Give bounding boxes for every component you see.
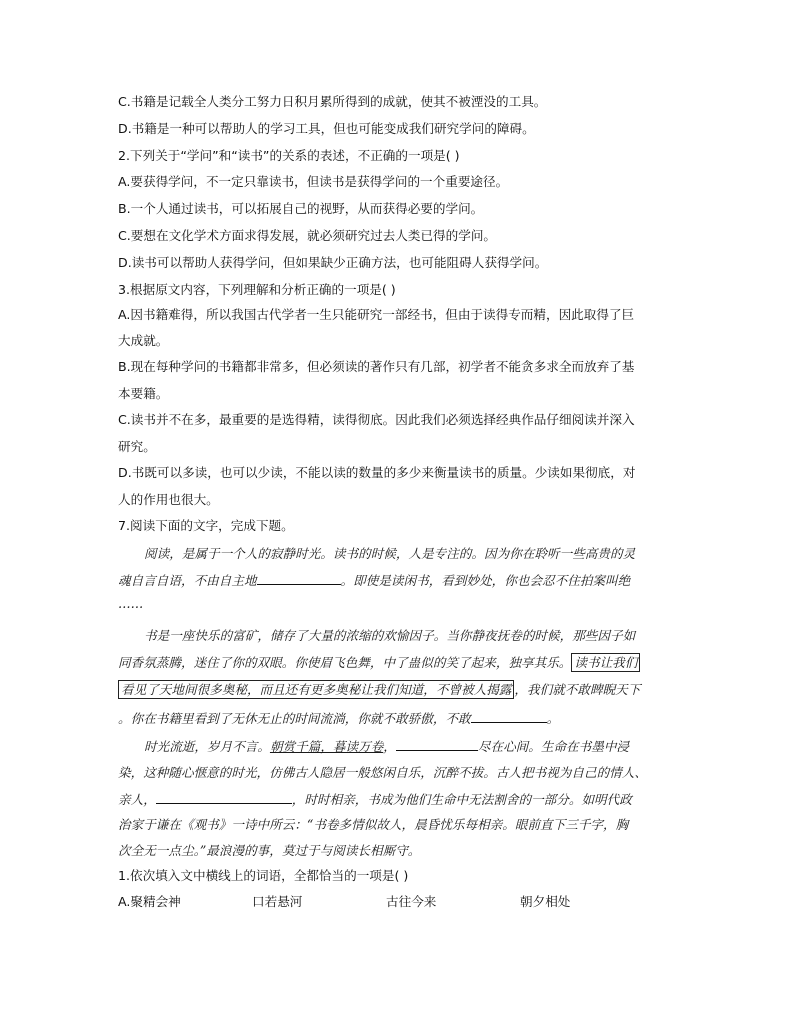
passage-p3-line5: 次全无一点尘。”最浪漫的事，莫过于与阅读长相厮守。 [118,843,421,858]
passage-text: ，我们就不敢睥睨天下 [514,682,641,697]
question-3-option-b-line2: 本要籍。 [118,386,169,401]
passage-p2-line1: 书是一座快乐的富矿，储存了大量的浓缩的欢愉因子。当你静夜抚卷的时候，那些因子如 [144,628,636,643]
question-3-option-b-line1: B.现在每种学问的书籍都非常多，但必须读的著作只有几部，初学者不能贪多求全而放弃了基 [118,359,635,374]
underlined-phrase: 朝赏千篇，暮读万卷 [269,739,384,754]
sub-question-1-stem: 1.依次填入文中横线上的词语，全都恰当的一项是( ) [118,868,409,883]
passage-text: ，时时相亲，书成为他们生命中无法割舍的一部分。如明代政 [291,792,632,807]
question-3-option-a-line2: 大成就。 [118,333,169,348]
passage-p2-line4 [118,710,680,727]
passage-text: 。你在书籍里看到了无休无止的时间流淌，你就不敢骄傲，不敢 [118,711,471,726]
boxed-sentence-part1: 读书让我们 [571,653,640,672]
fill-blank-1 [257,572,341,585]
question-3-option-a-line1: A.因书籍难得，所以我国古代学者一生只能研究一部经书，但由于读得专而精，因此取得了巨 [118,307,635,322]
passage-p2-line2 [118,655,680,671]
passage-text: 亲人， [118,792,156,807]
passage-p2-line3 [118,682,680,698]
option-d-text: D.书籍是一种可以帮助人的学习工具，但也可能变成我们研究学问的障碍。 [118,121,535,136]
passage-p3-line3 [118,791,680,808]
passage-p3-line2: 染，这种随心惬意的时光，仿佛古人隐居一般悠闲自乐，沉醉不拔。古人把书视为自己的情人、 [118,765,647,780]
fill-blank-3 [396,738,478,751]
passage-text: 同香氛蒸腾，迷住了你的双眼。你使眉飞色舞，中了蛊似的笑了起来，独享其乐。 [118,655,572,670]
question-3-option-d-line2: 人的作用也很大。 [118,492,219,507]
passage-text: 魂自言自语，不由自主地 [118,573,257,588]
passage-p3-line1 [118,738,706,755]
passage-p1-line1: 阅读，是属于一个人的寂静时光。读书的时候，人是专注的。因为你在聆听一些高贵的灵 [144,546,636,561]
question-3-stem: 3.根据原文内容，下列理解和分析正确的一项是( ) [118,282,396,297]
question-2-option-d: D.读书可以帮助人获得学问，但如果缺少正确方法，也可能阻碍人获得学问。 [118,255,548,270]
question-2-option-b: B.一个人通过读书，可以拓展自己的视野，从而获得必要的学问。 [118,201,484,216]
passage-p1-line3: …… [118,596,144,611]
boxed-sentence-part2: 看见了天地间很多奥秘，而且还有更多奥秘让我们知道，不曾被人揭露 [118,680,514,699]
passage-text: 。即使是读闲书，看到妙处，你也会忍不住拍案叫绝 [340,573,631,588]
passage-text: 。 [546,711,560,726]
question-2-stem: 2.下列关于“学问”和“读书”的关系的表述，不正确的一项是( ) [118,148,460,163]
passage-text: 尽在心间。生命在书墨中浸 [477,739,629,754]
passage-p3-line4: 治家于谦在《观书》一诗中所云：“书卷多情似故人，晨昏忧乐每相亲。眼前直下三千字，胸 [118,817,629,832]
option-c: 古往今来 [386,894,437,909]
fill-blank-4 [156,791,292,804]
option-d: 朝夕相处 [520,894,571,909]
question-2-option-c: C.要想在文化学术方面求得发展，就必须研究过去人类已得的学问。 [118,228,497,243]
fill-blank-2 [471,710,547,723]
passage-p1-line2 [118,572,680,589]
option-b: 口若悬河 [252,894,303,909]
passage-text: ， [383,739,396,754]
option-a: A.聚精会神 [118,894,181,909]
question-3-option-c-line1: C.读书并不在多，最重要的是选得精，读得彻底。因此我们必须选择经典作品仔细阅读并深入 [118,412,635,427]
question-7-heading: 7.阅读下面的文字，完成下题。 [118,518,294,533]
passage-text: 时光流逝，岁月不言。 [144,739,270,754]
question-3-option-d-line1: D.书既可以多读，也可以少读，不能以读的数量的多少来衡量读书的质量。少读如果彻底，对 [118,465,636,480]
question-3-option-c-line2: 研究。 [118,439,156,454]
option-c-text: C.书籍是记载全人类分工努力日积月累所得到的成就，使其不被湮没的工具。 [118,94,547,109]
sub-question-1-options [118,894,680,910]
question-2-option-a: A.要获得学问，不一定只靠读书，但读书是获得学问的一个重要途径。 [118,174,509,189]
